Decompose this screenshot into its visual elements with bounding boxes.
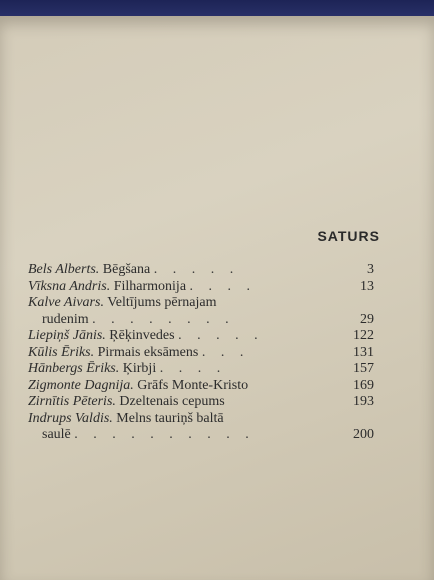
entry-title: saulē: [42, 427, 71, 442]
toc-entry: [28, 295, 374, 312]
entry-author: Zigmonte Dagnija.: [28, 377, 134, 393]
entry-leader-dots: . . . .: [189, 278, 257, 294]
toc-list: [28, 262, 374, 444]
entry-author: Vīksna Andris.: [28, 278, 111, 294]
toc-entry: [28, 328, 374, 345]
entry-title: rudenim: [42, 311, 89, 327]
entry-author: Hānbergs Ēriks.: [28, 361, 120, 376]
book-page: [0, 16, 434, 580]
toc-entry: [28, 361, 374, 378]
toc-heading: SATURS: [317, 228, 380, 244]
toc-entry: [28, 279, 374, 296]
entry-title: Melns tauriņš baltā: [116, 410, 224, 426]
entry-title: Dzeltenais cepums: [119, 394, 225, 409]
entry-author: Kalve Aivars.: [28, 295, 104, 310]
entry-author: Indrups Valdis.: [28, 410, 113, 426]
entry-title: Grāfs Monte-Kristo: [137, 377, 249, 393]
entry-leader-dots: . . . . .: [153, 262, 240, 277]
entry-leader-dots: . . .: [201, 344, 250, 360]
entry-page-number: 169: [353, 377, 374, 393]
entry-page-number: 13: [360, 278, 374, 294]
entry-page-number: 3: [367, 262, 374, 277]
toc-entry: [28, 411, 374, 428]
entry-page-number: 131: [353, 344, 374, 360]
entry-page-number: 122: [353, 328, 374, 343]
toc-entry-continuation: [28, 427, 374, 444]
entry-author: Kūlis Ēriks.: [28, 344, 95, 360]
entry-leader-dots: . . . . . . . .: [92, 311, 235, 327]
entry-title: Veltījums pērnajam: [107, 295, 217, 310]
toc-entry: [28, 262, 374, 279]
toc-entry-continuation: [28, 312, 374, 329]
entry-leader-dots: . . . .: [159, 361, 227, 376]
entry-leader-dots: . . . . . . . . . .: [74, 427, 255, 442]
entry-title: Bēgšana: [102, 262, 151, 277]
entry-page-number: 29: [360, 311, 374, 327]
entry-page-number: 157: [353, 361, 374, 376]
entry-author: Bels Alberts.: [28, 262, 100, 277]
toc-entry: [28, 394, 374, 411]
entry-author: Zirnītis Pēteris.: [28, 394, 116, 409]
entry-title: Filharmonija: [113, 278, 187, 294]
entry-page-number: 200: [353, 427, 374, 442]
toc-entry: [28, 378, 374, 395]
entry-title: Pirmais eksāmens: [97, 344, 199, 360]
entry-title: Ķirbji: [122, 361, 157, 376]
entry-leader-dots: . . . . .: [178, 328, 264, 343]
entry-title: Ŗēķinvedes: [109, 328, 175, 343]
entry-author: Liepiņš Jānis.: [28, 328, 106, 343]
entry-page-number: 193: [353, 394, 374, 409]
toc-entry: [28, 345, 374, 362]
